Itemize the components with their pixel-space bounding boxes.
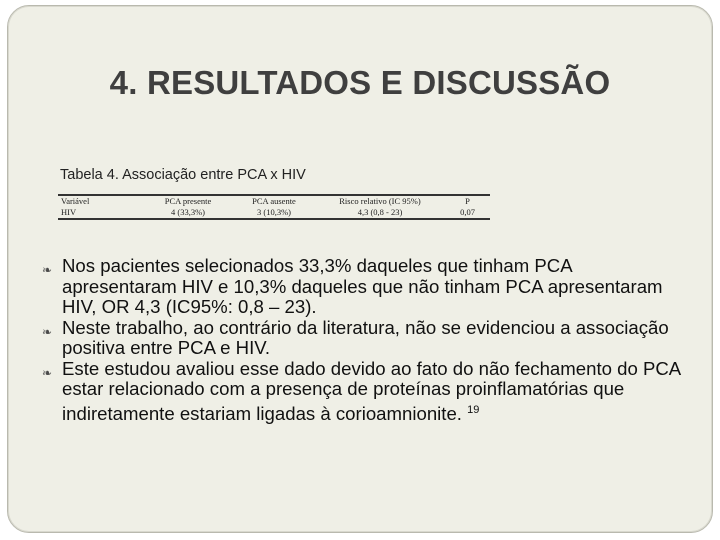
table-header-row: [58, 195, 490, 207]
citation-superscript: 19: [467, 403, 480, 416]
table-row: [58, 207, 490, 219]
table-header-cell: Variável: [61, 196, 90, 206]
results-table: [58, 194, 490, 220]
bullet-item: [42, 359, 682, 425]
bullet-text: Neste trabalho, ao contrário da literatura, não se evidenciou a associação positiva entre PCA e HIV.: [62, 316, 669, 358]
table-cell: HIV: [61, 207, 77, 217]
table-cell: 0,07: [460, 207, 475, 217]
table-cell: 4,3 (0,8 - 23): [357, 207, 403, 217]
curl-bullet-icon: ❧: [42, 263, 53, 277]
bullet-text: Nos pacientes selecionados 33,3% daqueles que tinham PCA apresentaram HIV e 10,3% daqueles que não tinham PCA apresentaram HIV, OR 4,3 (IC95%: 0,8 – 23).: [62, 255, 663, 317]
bullet-list: [42, 256, 682, 424]
table-cell: 3 (10,3%): [257, 207, 291, 217]
curl-bullet-icon: ❧: [42, 324, 53, 339]
table-caption: Tabela 4. Associação entre PCA x HIV: [60, 167, 306, 183]
slide-title: 4. RESULTADOS E DISCUSSÃO: [109, 64, 611, 101]
bullet-item: [42, 256, 682, 318]
bullet-item: [42, 318, 682, 359]
table-header-cell: PCA presente: [164, 196, 212, 206]
table-header-cell: Risco relativo (IC 95%): [339, 196, 421, 206]
curl-bullet-icon: ❧: [42, 365, 53, 380]
table-header-cell: P: [465, 196, 470, 206]
bullet-text: Este estudou avaliou esse dado devido ao fato do não fechamento do PCA estar relacionado com a presença de proteínas proinflamatórias que indiretamente estariam ligadas à corioamnionite.: [62, 357, 681, 424]
table-cell: 4 (33,3%): [171, 207, 205, 217]
table-header-cell: PCA ausente: [252, 196, 296, 206]
